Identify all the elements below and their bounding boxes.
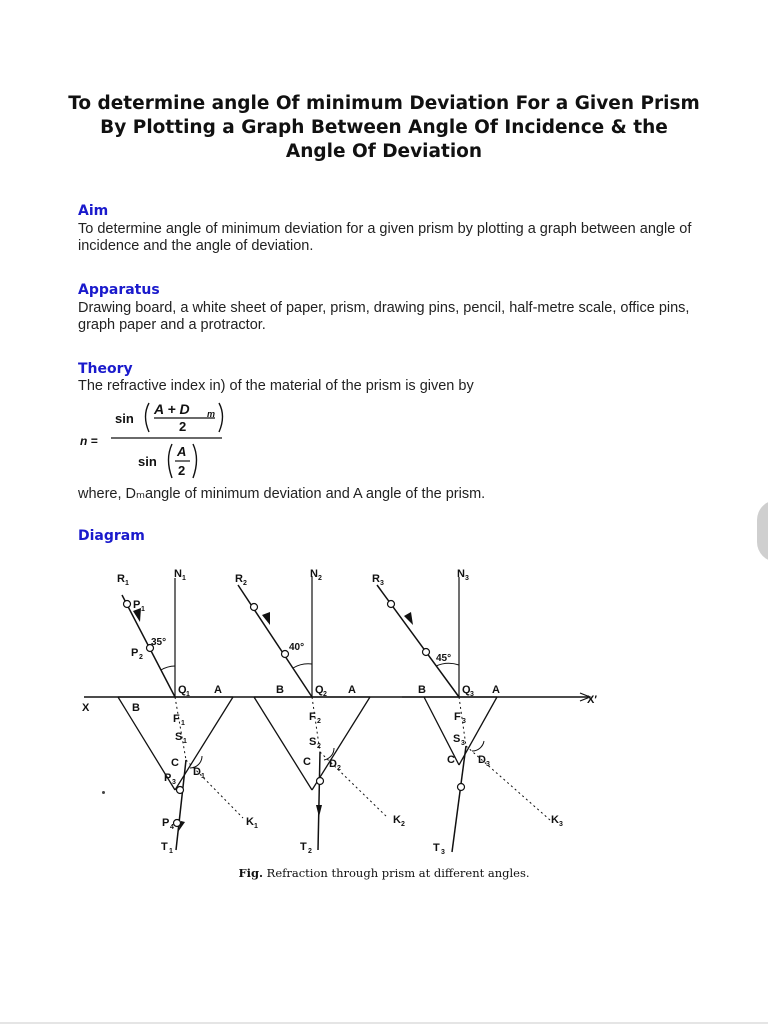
label-angle: 35° — [151, 637, 167, 648]
formula-den-sin: sin — [138, 454, 157, 469]
formula-num-bottom: 2 — [179, 419, 187, 434]
label-f: F — [173, 713, 180, 725]
label-q-sub: 2 — [323, 691, 327, 698]
theory-text: The refractive index in) of the material of the prism is given by — [78, 378, 474, 394]
theory-where-text: where, Dₘangle of minimum deviation and A angle of the prism. — [78, 486, 486, 502]
label-t: T — [300, 841, 307, 853]
apparatus-text: Drawing board, a white sheet of paper, prism, drawing pins, pencil, half-metre scale, office pins, graph paper and a protractor. — [78, 300, 690, 333]
label-f-sub: 1 — [181, 720, 185, 727]
title-line-1: To determine angle Of minimum Deviation For a Given Prism — [68, 93, 700, 114]
label-r: R — [117, 573, 125, 585]
prism-setup-1 — [117, 568, 258, 855]
label-a: A — [214, 684, 222, 696]
axis-right-label: X′ — [587, 694, 597, 706]
label-d-sub: 1 — [201, 773, 205, 780]
formula-lhs: n = — [80, 434, 98, 448]
num-right-paren — [219, 403, 223, 432]
pin-marker — [282, 651, 289, 658]
den-left-paren — [169, 444, 173, 478]
label-p2-sub: 2 — [139, 654, 143, 661]
den-right-paren — [193, 444, 197, 478]
label-d: D — [329, 758, 337, 770]
page-title — [60, 92, 708, 164]
label-c: C — [447, 754, 455, 766]
num-left-paren — [146, 403, 150, 432]
label-n-sub: 2 — [318, 575, 322, 582]
label-s-sub: 3 — [461, 740, 465, 747]
label-k: K — [393, 814, 401, 826]
label-angle: 45° — [436, 653, 452, 664]
label-s-sub: 2 — [317, 743, 321, 750]
label-d: D — [478, 754, 486, 766]
label-r-sub: 3 — [380, 580, 384, 587]
label-k-sub: 2 — [401, 821, 405, 828]
label-b: B — [132, 702, 140, 714]
incident-ray — [238, 585, 312, 697]
label-q: Q — [462, 684, 471, 696]
emergent-ray — [318, 752, 320, 850]
prism-face — [254, 697, 312, 790]
pin-marker — [174, 820, 181, 827]
figure-caption — [0, 866, 768, 880]
label-k: K — [551, 814, 559, 826]
theory-heading: Theory — [78, 361, 133, 377]
label-p3-sub: 3 — [172, 779, 176, 786]
label-s: S — [453, 733, 461, 745]
label-k-sub: 1 — [254, 823, 258, 830]
angle-arc — [472, 741, 484, 751]
formula-den-top: A — [177, 444, 187, 459]
prism-setup-3 — [372, 568, 563, 856]
label-q-sub: 3 — [470, 691, 474, 698]
label-r-sub: 1 — [125, 580, 129, 587]
prism-refraction-diagram — [74, 562, 604, 860]
label-r-sub: 2 — [243, 580, 247, 587]
label-d-sub: 3 — [486, 761, 490, 768]
angle-arc — [293, 664, 312, 668]
label-p4-sub: 4 — [170, 824, 174, 831]
pin-marker — [124, 601, 131, 608]
label-p2: P — [131, 647, 139, 659]
pin-marker — [177, 787, 184, 794]
title-line-2: By Plotting a Graph Between Angle Of Incidence & the — [100, 117, 668, 138]
label-s: S — [175, 731, 183, 743]
label-n-sub: 1 — [182, 575, 186, 582]
label-r: R — [235, 573, 243, 585]
formula-num-sin: sin — [115, 411, 134, 426]
pin-marker — [458, 784, 465, 791]
caption-label: Fig. — [238, 866, 264, 880]
label-d: D — [193, 766, 201, 778]
label-r: R — [372, 573, 380, 585]
refracted-ray — [175, 697, 186, 760]
label-a: A — [348, 684, 356, 696]
side-scroll-tab[interactable] — [757, 500, 768, 562]
pin-marker — [388, 601, 395, 608]
pin-marker — [317, 778, 324, 785]
label-b: B — [418, 684, 426, 696]
stray-dot — [102, 791, 105, 794]
label-q: Q — [315, 684, 324, 696]
label-s-sub: 1 — [183, 738, 187, 745]
label-p1-sub: 1 — [141, 606, 145, 613]
diagram-heading: Diagram — [78, 528, 145, 544]
aim-heading: Aim — [78, 203, 109, 219]
label-f-sub: 2 — [317, 718, 321, 725]
pin-marker — [423, 649, 430, 656]
label-angle: 40° — [289, 642, 305, 653]
emergent-ray — [176, 760, 186, 850]
label-s: S — [309, 736, 317, 748]
formula-den-bottom: 2 — [178, 463, 186, 478]
label-a: A — [492, 684, 500, 696]
label-c: C — [171, 757, 179, 769]
label-n: N — [310, 568, 318, 580]
label-q: Q — [178, 684, 187, 696]
label-n-sub: 3 — [465, 575, 469, 582]
label-k-sub: 3 — [559, 821, 563, 828]
label-b: B — [276, 684, 284, 696]
label-t-sub: 2 — [308, 848, 312, 855]
pin-marker — [251, 604, 258, 611]
formula-num-sub: m — [207, 409, 216, 419]
label-q-sub: 1 — [186, 691, 190, 698]
label-f: F — [309, 711, 316, 723]
caption-text: Refraction through prism at different angles. — [263, 866, 530, 880]
prism-setup-2 — [235, 568, 405, 855]
label-t-sub: 3 — [441, 849, 445, 856]
refractive-index-formula — [78, 396, 238, 486]
label-p1: P — [133, 599, 141, 611]
label-n: N — [174, 568, 182, 580]
label-n: N — [457, 568, 465, 580]
label-f-sub: 3 — [462, 718, 466, 725]
label-p4: P — [162, 817, 170, 829]
arrow-icon — [316, 805, 322, 817]
label-t: T — [161, 841, 168, 853]
label-d-sub: 2 — [337, 765, 341, 772]
apparatus-heading: Apparatus — [78, 282, 160, 298]
aim-text: To determine angle of minimum deviation for a given prism by plotting a graph between angle of incidence and the angle of deviation. — [78, 221, 692, 254]
label-f: F — [454, 711, 461, 723]
axis-left-label: X — [82, 702, 90, 714]
label-k: K — [246, 816, 254, 828]
label-c: C — [303, 756, 311, 768]
title-line-3: Angle Of Deviation — [285, 141, 483, 162]
formula-num-top: A + D — [154, 401, 190, 417]
label-p3: P — [164, 772, 172, 784]
label-t-sub: 1 — [169, 848, 173, 855]
angle-arc — [161, 666, 175, 670]
label-t: T — [433, 842, 440, 854]
